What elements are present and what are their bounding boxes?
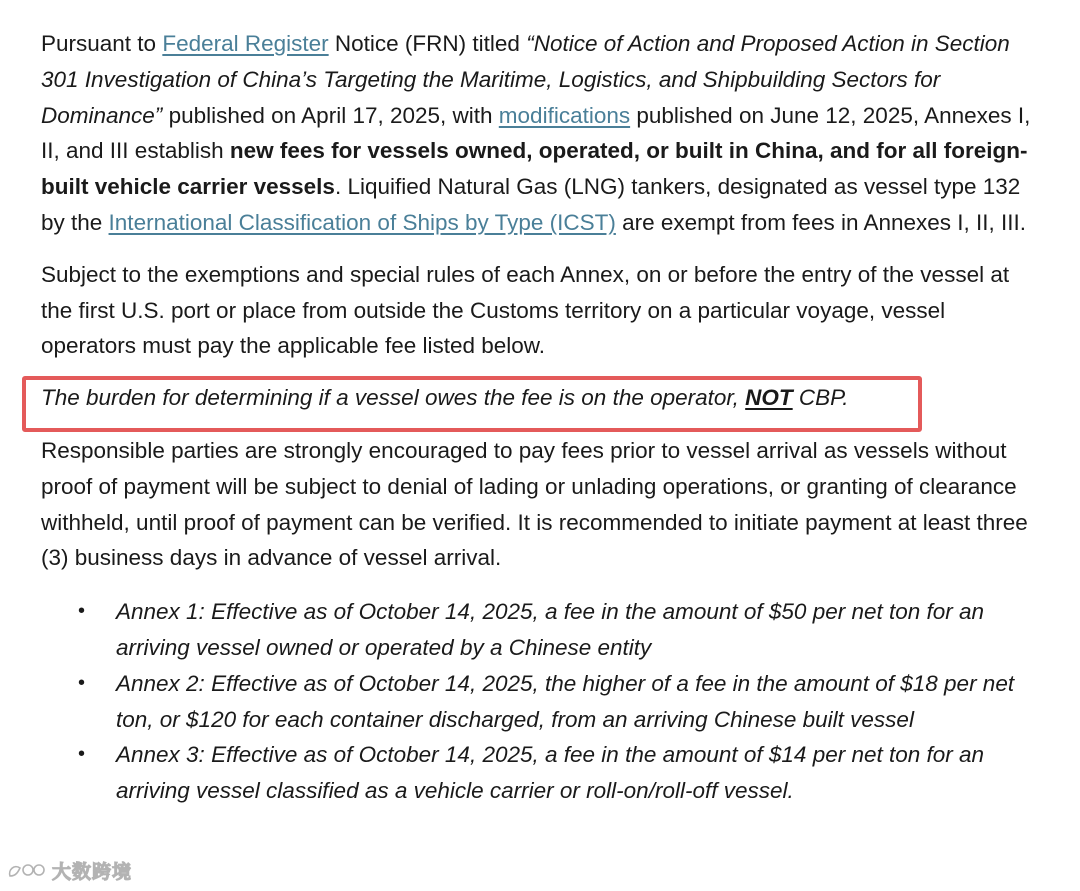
list-item (41, 737, 1016, 809)
subject-paragraph: Subject to the exemptions and special rules of each Annex, on or before the entry of the vessel at the first U.S. port or place from outside the Customs territory on a particular voyage, vessel operators must pay the applicable fee listed below. (41, 261, 1010, 359)
frn-bold-fees: new fees for vessels owned, operated, or built in China, and for all foreign-built vehicle carrier vessels (41, 138, 1028, 200)
federal-register-link[interactable]: Federal Register (162, 31, 329, 56)
annex-1-text: Annex 1: Effective as of October 14, 2025, a fee in the amount of $50 per net ton for an arriving vessel owned or operated by a Chinese entity (116, 599, 985, 660)
burden-text-after: CBP. (792, 385, 849, 411)
frn-text-3: published on April 17, 2025, with (162, 102, 499, 128)
annex-2-text: Annex 2: Effective as of October 14, 2025, the higher of a fee in the amount of $18 per net ton, or $120 for each container discharged, from an arriving Chinese built vessel (116, 670, 1015, 732)
watermark-text: 大数跨境 (52, 861, 133, 883)
annex-list (41, 594, 1041, 809)
frn-text-2: Notice (FRN) titled (328, 31, 527, 56)
modifications-link[interactable]: modifications (498, 102, 631, 128)
list-item (41, 594, 1016, 666)
frn-notice-title: “Notice of Action and Proposed Action in Section 301 Investigation of China’s Targeting the Maritime, Logistics, and Shipbuilding Sectors for Dominance” (41, 31, 1010, 128)
responsible-paragraph: Responsible parties are strongly encouraged to pay fees prior to vessel arrival as vessels without proof of payment will be subject to denial of lading or unlading operations, or granting of clearance withheld, until proof of payment can be verified. It is recommended to initiate payment at least three (3) business days in advance of vessel arrival. (41, 437, 1028, 571)
bullet-icon: • (78, 671, 86, 694)
frn-text-6: are exempt from fees in Annexes I, II, III. (615, 209, 1027, 235)
burden-callout (41, 380, 1041, 416)
frn-text-1: Pursuant to (41, 31, 163, 56)
burden-paragraph (41, 380, 1041, 416)
burden-text-before: The burden for determining if a vessel owes the fee is on the operator, (41, 385, 746, 411)
frn-text-5: . Liquified Natural Gas (LNG) tankers, designated as vessel type 132 by the (41, 174, 1021, 235)
burden-not-emphasis: NOT (745, 385, 793, 411)
frn-paragraph (41, 26, 1041, 241)
frn-text-4: published on June 12, 2025, Annexes I, II, and III establish (41, 102, 1031, 164)
icst-link[interactable]: International Classification of Ships by Type (ICST) (108, 209, 616, 235)
bullet-icon: • (78, 743, 86, 766)
watermark (6, 857, 132, 884)
document-body (41, 26, 1041, 809)
annex-3-text: Annex 3: Effective as of October 14, 2025, a fee in the amount of $14 per net ton for an arriving vessel classified as a vehicle carrier or roll-on/roll-off vessel. (116, 742, 985, 804)
bullet-icon: • (78, 600, 86, 623)
watermark-logo-icon (6, 860, 46, 882)
list-item (41, 666, 1016, 738)
